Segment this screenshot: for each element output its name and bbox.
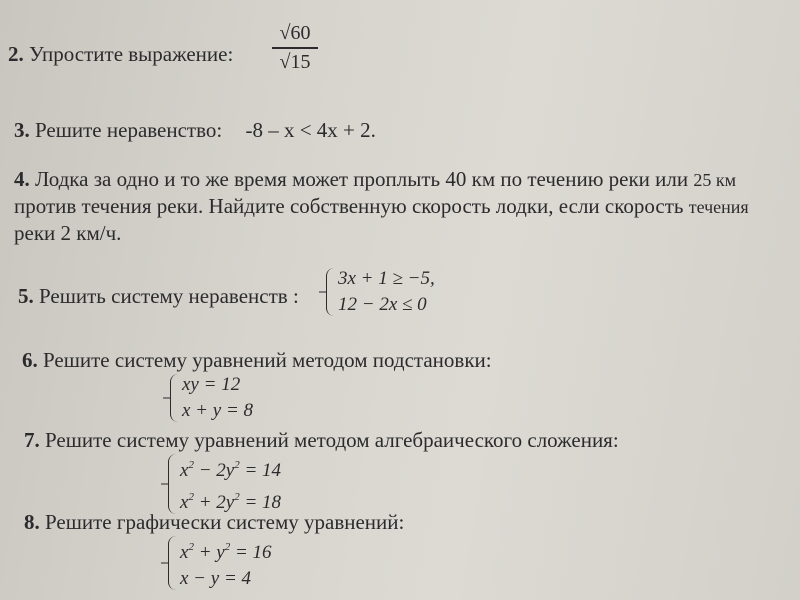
problem-8 [24,510,404,534]
problem-5 [18,284,299,308]
problem-text: Решите систему уравнений методом алгебраического сложения: [45,428,619,452]
equation-system [168,534,272,592]
fraction-denominator: √15 [279,50,311,73]
inequality-expression: -8 – x < 4x + 2. [245,118,376,142]
system-line: 3x + 1 ≥ −5, [338,268,435,289]
problem-text-line: против течения реки. Найдите собственную скорость лодки, если скорость течения [14,194,749,218]
problem-text-line: 4. Лодка за одно и то же время может проплыть 40 км по течению реки или 25 км [14,167,736,191]
fraction [272,22,318,74]
problem-number: 8. [24,510,40,534]
system-brace [170,374,179,422]
system-line: x − y = 4 [180,568,252,589]
problem-4 [14,166,749,246]
system-line: $x^2 + 2y^2 = 18$ [180,491,282,513]
problem-2 [8,42,233,66]
system-brace [168,454,177,514]
equation-system [170,372,253,424]
problem-text: Решить систему неравенств : [39,284,299,308]
problem-7 [24,428,619,452]
system-line: x + y = 8 [182,400,254,421]
system-line: $x^2 + y^2 = 16$ [180,541,272,563]
problem-number: 7. [24,428,40,452]
problem-text: Решите графически систему уравнений: [45,510,405,534]
system-line: xy = 12 [182,374,241,395]
problem-3 [14,118,376,142]
problem-number: 3. [14,118,30,142]
system-brace [326,268,335,316]
problem-number: 5. [18,284,34,308]
problem-text: Решите систему уравнений методом подстановки: [43,348,492,372]
fraction-bar [272,47,318,49]
problem-number: 6. [22,348,38,372]
system-line: $x^2 - 2y^2 = 14$ [180,459,282,481]
problem-6 [22,348,492,372]
fraction-numerator: √60 [279,22,311,44]
problem-number: 2. [8,42,24,66]
system-line: 12 − 2x ≤ 0 [338,294,427,315]
problem-text-line: реки 2 км/ч. [14,221,122,245]
problem-text: Решите неравенство: [35,118,223,142]
problem-number: 4. [14,167,30,191]
problem-text: Упростите выражение: [29,42,234,66]
equation-system [168,452,281,516]
inequality-system [326,266,435,318]
system-brace [168,536,177,590]
